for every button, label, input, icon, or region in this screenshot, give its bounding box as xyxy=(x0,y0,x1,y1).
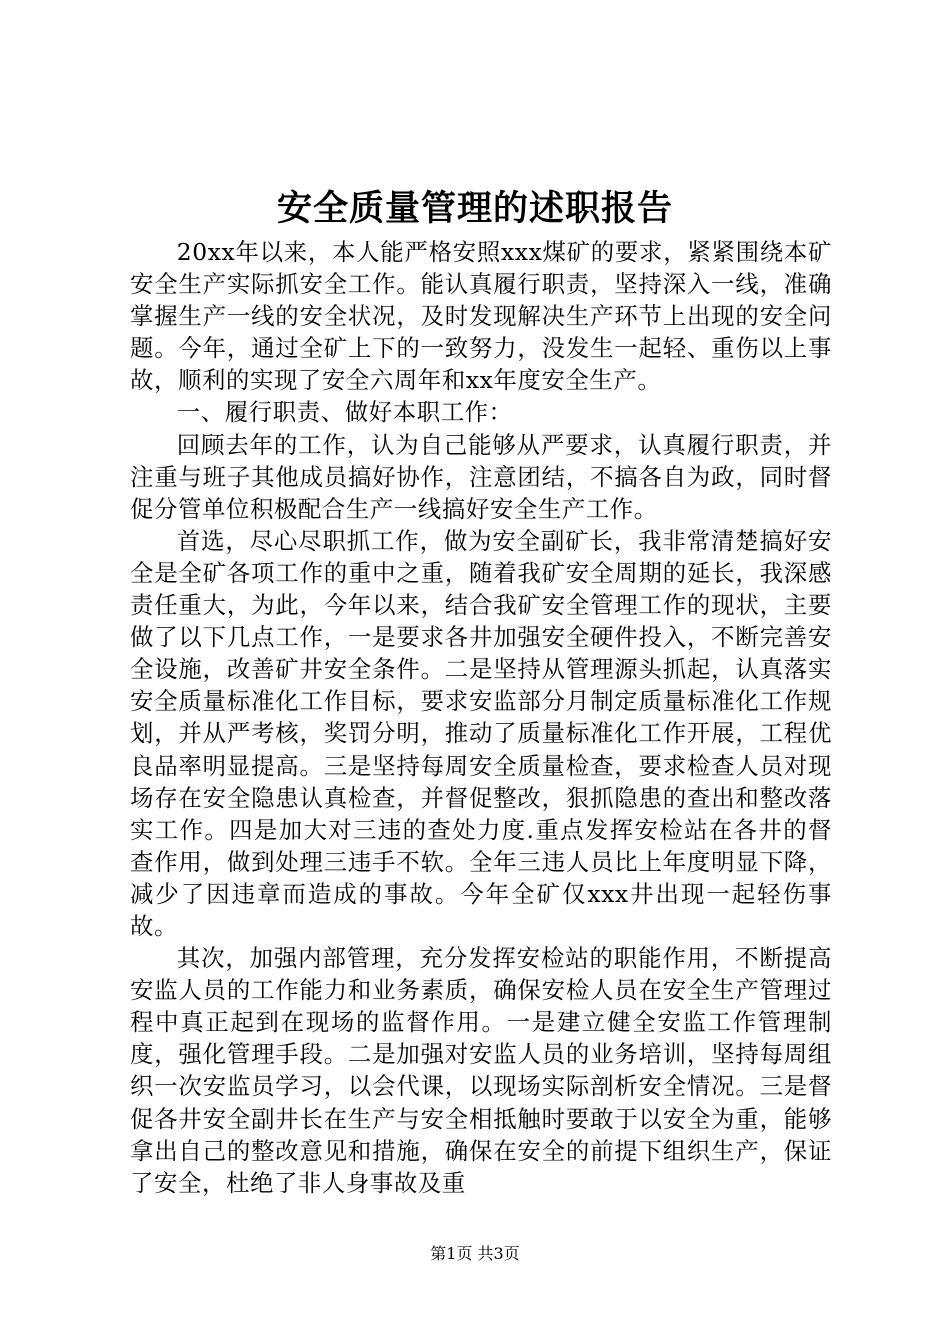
paragraph-first: 首选，尽心尽职抓工作，做为安全副矿长，我非常清楚搞好安全是全矿各项工作的重中之重，随着我矿安全周期的延长，我深感责任重大，为此，今年以来，结合我矿安全管理工作的现状，主要做了以下几点工作，一是要求各井加强安全硬件投入，不断完善安全设施，改善矿井安全条件。二是坚持从管理源头抓起，认真落实安全质量标准化工作目标，要求安监部分月制定质量标准化工作规划，并从严考核，奖罚分明，推动了质量标准化工作开展，工程优良品率明显提高。三是坚持每周安全质量检查，要求检查人员对现场存在安全隐患认真检查，并督促整改，狠抓隐患的查出和整改落实工作。四是加大对三违的查处力度.重点发挥安检站在各井的督查作用，做到处理三违手不软。全年三违人员比上年度明显下降，减少了因违章而造成的事故。今年全矿仅xxx井出现一起轻伤事故。 xyxy=(130,526,832,940)
section-heading-1: 一、履行职责、做好本职工作： xyxy=(176,398,513,427)
document-title: 安全质量管理的述职报告 xyxy=(276,188,673,229)
paragraph-review: 回顾去年的工作，认为自己能够从严要求，认真履行职责，并注重与班子其他成员搞好协作，注意团结，不搞各自为政，同时督促分管单位积极配合生产一线搞好安全生产工作。 xyxy=(130,430,832,523)
document-body xyxy=(130,236,832,1199)
paragraph-second: 其次，加强内部管理，充分发挥安检站的职能作用，不断提高安监人员的工作能力和业务素质，确保安检人员在安全生产管理过程中真正起到在现场的监督作用。一是建立健全安监工作管理制度，强化管理手段。二是加强对安监人员的业务培训，坚持每周组织一次安监员学习，以会代课，以现场实际剖析安全情况。三是督促各井安全副井长在生产与安全相抵触时要敢于以安全为重，能够拿出自己的整改意见和措施，确保在安全的前提下组织生产，保证了安全，杜绝了非人身事故及重 xyxy=(130,944,832,1197)
paragraph-intro: 20xx年以来，本人能严格安照xxx煤矿的要求，紧紧围绕本矿安全生产实际抓安全工作。能认真履行职责，坚持深入一线，准确掌握生产一线的安全状况，及时发现解决生产环节上出现的安全问题。今年，通过全矿上下的一致努力，没发生一起轻、重伤以上事故，顺利的实现了安全六周年和xx年度安全生产。 xyxy=(130,238,832,395)
page-footer: 第1页 共3页 xyxy=(430,1244,520,1263)
